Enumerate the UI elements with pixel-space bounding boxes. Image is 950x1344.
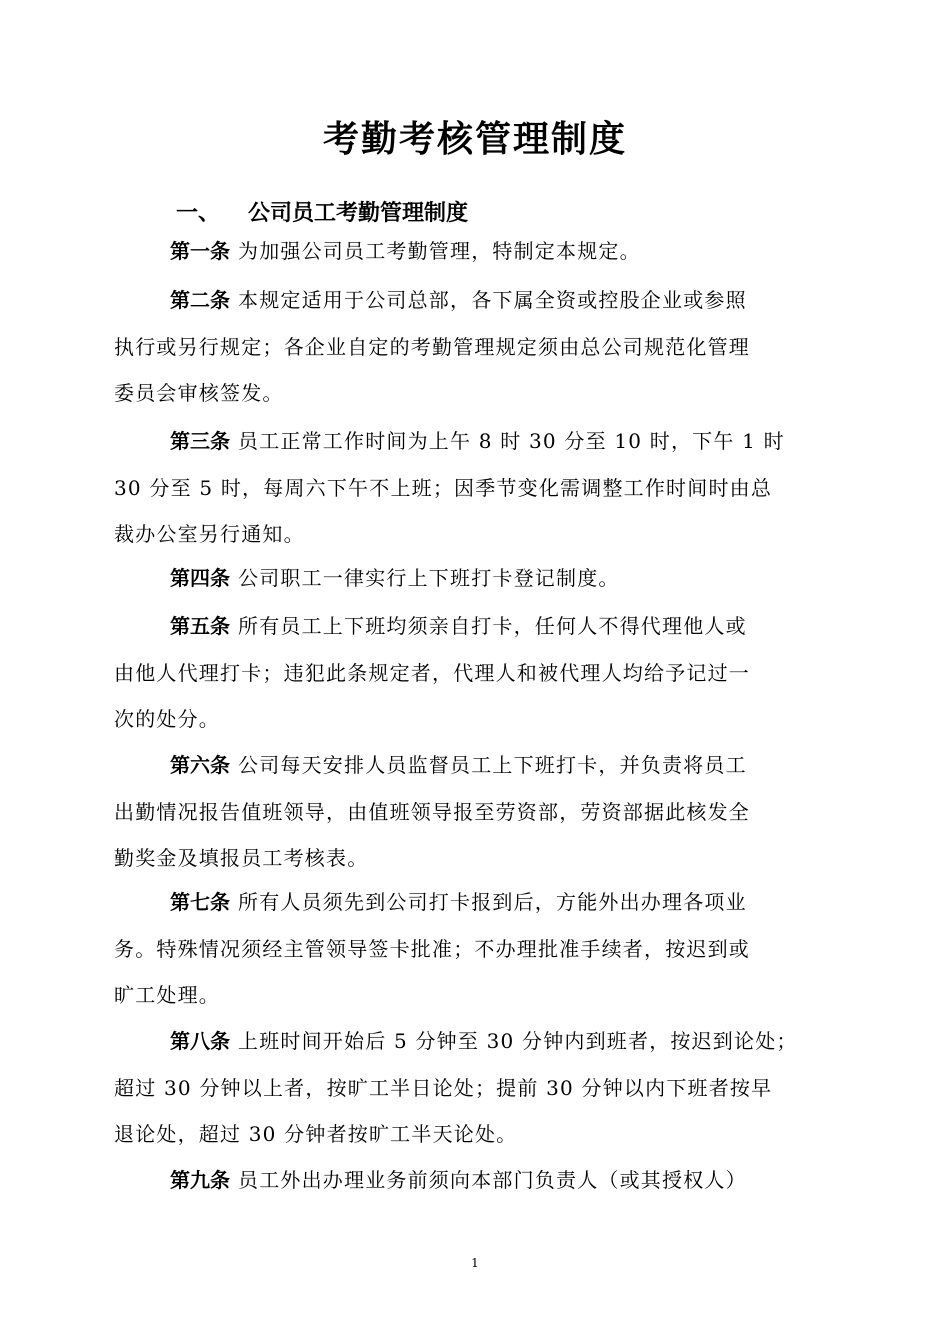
article-label: 第五条 (170, 614, 230, 638)
article-9 (114, 1157, 844, 1204)
article-label: 第三条 (170, 429, 230, 453)
article-label: 第六条 (170, 753, 230, 777)
article-1 (114, 228, 844, 275)
page-number: 1 (471, 1256, 479, 1270)
article-2 (114, 277, 844, 417)
article-text: 员工外出办理业务前须向本部门负责人（或其授权人） (238, 1168, 747, 1192)
document-title: 考勤考核管理制度 (322, 119, 627, 160)
article-label: 第一条 (170, 239, 230, 263)
article-label: 第八条 (170, 1029, 230, 1053)
article-label: 第二条 (170, 288, 230, 312)
article-4 (114, 555, 844, 602)
article-text: 本规定适用于公司总部，各下属全资或控股企业或参照 执行或另行规定；各企业自定的考勤管理规定须由总公司规范化管理 委员会审核签发。 (114, 288, 750, 405)
article-8 (114, 1018, 844, 1158)
article-text: 上班时间开始后 5 分钟至 30 分钟内到班者，按迟到论处； 超过 30 分钟以上者，按旷工半日论处；提前 30 分钟以内下班者按早 退论处，超过 30 分钟者按旷工半天论处。 (114, 1029, 798, 1146)
article-label: 第九条 (170, 1168, 230, 1192)
article-text: 员工正常工作时间为上午 8 时 30 分至 10 时，下午 1 时 30 分至 5 时，每周六下午不上班；因季节变化需调整工作时间时由总 裁办公室另行通知。 (114, 429, 785, 546)
article-text: 所有员工上下班均须亲自打卡，任何人不得代理他人或 由他人代理打卡；违犯此条规定者，代理人和被代理人均给予记过一 次的处分。 (114, 614, 750, 731)
article-text: 公司每天安排人员监督员工上下班打卡，并负责将员工 出勤情况报告值班领导，由值班领导报至劳资部，劳资部据此核发全 勤奖金及填报员工考核表。 (114, 753, 750, 870)
article-3 (114, 418, 844, 558)
article-5 (114, 603, 844, 743)
article-text: 为加强公司员工考勤管理，特制定本规定。 (238, 239, 641, 263)
section-number: 一、 (176, 201, 221, 226)
section-title: 公司员工考勤管理制度 (248, 201, 469, 226)
article-6 (114, 742, 844, 882)
article-text: 所有人员须先到公司打卡报到后，方能外出办理各项业 务。特殊情况须经主管领导签卡批准；不办理批准手续者，按迟到或 旷工处理。 (114, 890, 750, 1007)
article-label: 第七条 (170, 890, 230, 914)
article-7 (114, 879, 844, 1019)
article-text: 公司职工一律实行上下班打卡登记制度。 (238, 566, 620, 590)
article-label: 第四条 (170, 566, 230, 590)
